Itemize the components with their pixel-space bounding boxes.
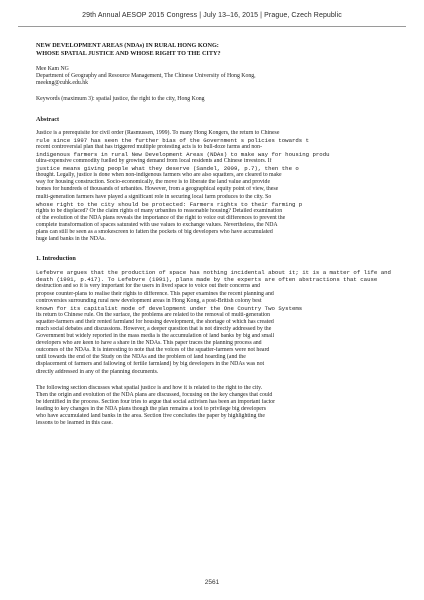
abstract-line: whose right to the city should be protected: Farmers rights to their farming p <box>36 200 303 208</box>
abstract-line: multi-generation farmers have played a significant role in securing local farm produces to the city. So <box>36 193 272 200</box>
introduction-p1-line: its return to Chinese rule. On the surface, the problems are related to the removal of multi-generation <box>36 311 271 318</box>
introduction-paragraph-2 <box>36 385 406 428</box>
introduction-p2-line: be identified in the process. Section four tries to argue that social activism has been an important factor <box>36 398 276 405</box>
introduction-p1-line: known for its capitalist mode of development under the One Country Two Systems <box>36 304 303 312</box>
abstract-line: thought. Legally, justice is done when non-indigenous farmers who are also squatters, are cleared to make <box>36 172 282 179</box>
introduction-p2-line: The following section discusses what spatial justice is and how it is related to the right to the city. <box>36 384 263 391</box>
author-affiliation: Department of Geography and Resource Management, The Chinese University of Hong Kong, <box>36 73 256 80</box>
conference-header: 29th Annual AESOP 2015 Congress | July 13–16, 2015 | Prague, Czech Republic <box>82 12 342 19</box>
abstract-line: homes for hundreds of thousands of urbanites. However, from a geographical equity point of view, these <box>36 186 279 193</box>
introduction-p1-line: Lefebvre argues that the production of space has nothing incidental about it; it is a matter of life and <box>36 269 391 277</box>
introduction-p2-line: leading to key changes in the NDA plans though the plan remains a tool to privilege big developers <box>36 405 267 412</box>
introduction-heading: 1. Introduction <box>36 255 76 263</box>
introduction-paragraph-1 <box>36 269 406 375</box>
abstract-line: justice means giving people what they deserve (Sandel, 2009, p.7), then the o <box>36 165 299 173</box>
abstract-line: way for housing construction. Socio-economically, the move is to liberate the land value and provide <box>36 179 271 186</box>
abstract-line: huge land banks in the NDAs. <box>36 236 106 243</box>
introduction-p2-line: lessons to be learned in this case. <box>36 420 113 427</box>
abstract-line: plans can still be seen as a smokescreen to fatten the pockets of big developers who have accumulated <box>36 228 273 235</box>
introduction-p1-line: directly addressed in any of the planning documents. <box>36 368 159 375</box>
author-block <box>36 66 406 87</box>
introduction-p1-line: Government but widely reported in the mass media is the accumulation of land banks by big and small <box>36 333 275 340</box>
introduction-p1-line: death (1991, p.417). To Lefebvre (1991), plans made by the experts are often abstractions that cause <box>36 276 378 284</box>
introduction-p1-line: until towards the end of the Study on the NDAs and the problem of land hoarding (and the <box>36 354 246 361</box>
paper-title <box>36 42 406 57</box>
abstract-line: recent controversial plan that has triggered multiple protesting acts is to bull-doze farms and non- <box>36 143 263 150</box>
author-email: meekng@cuhk.edu.hk <box>36 80 89 87</box>
introduction-p2-line: Then the origin and evolution of the NDA plans are discussed, focusing on the key changes that could <box>36 391 273 398</box>
abstract-heading: Abstract <box>36 115 60 123</box>
abstract-line: rule since 1997 has seen the further bias of the Government s policies towards t <box>36 136 310 144</box>
keywords-text: Keywords (maximum 3): spatial justice, the right to the city, Hong Kong <box>36 96 205 103</box>
author-name: Mee Kam NG <box>36 66 69 73</box>
keywords <box>36 96 406 103</box>
abstract-line: complete transformation of spaces saturated with use values to exchange values. Nevertheless, the NDA <box>36 221 278 228</box>
introduction-p1-line: displacement of farmers and fallowing of fertile farmland) by big developers in the NDAs was not <box>36 361 265 368</box>
introduction-p1-line: destruction and so it is very important for the users in lived space to voice out their concerns and <box>36 283 261 290</box>
title-line-2: WHOSE SPATIAL JUSTICE AND WHOSE RIGHT TO THE CITY? <box>36 49 221 57</box>
abstract-line: Justice is a prerequisite for civil order (Rasmussen, 1999). To many Hong Kongers, the return to Chinese <box>36 129 280 136</box>
introduction-p2-line: who have accumulated land banks in the area. Section five concludes the paper by highlighting the <box>36 413 265 420</box>
introduction-p1-line: controversies surrounding rural new development areas in Hong Kong, a post-British colony best <box>36 297 262 304</box>
page-number: 2561 <box>204 579 220 586</box>
introduction-p1-line: outcomes of the NDAs. It is interesting to note that the voices of the squatter-farmers were not heard <box>36 347 270 354</box>
abstract-text <box>36 130 406 244</box>
abstract-line: indigenous farmers in rural New Development Areas (NDAs) to make way for housing produ <box>36 150 330 158</box>
abstract-line: of the evolution of the NDA plans reveals the importance of the right to voice out differences to prevent the <box>36 214 286 221</box>
header-rule <box>18 26 406 27</box>
title-line-1: NEW DEVELOPMENT AREAS (NDAs) IN RURAL HONG KONG: <box>36 42 219 49</box>
paper-body <box>36 42 406 427</box>
introduction-p1-line: propose counter-plans to realise their rights to difference. This paper examines the recent planning and <box>36 290 274 297</box>
introduction-p1-line: squatter-farmers and their rented farmland for housing development, the shortage of which has created <box>36 318 274 325</box>
introduction-p1-line: much social debates and discussions. However, a deeper question that is not directly addressed by the <box>36 326 272 332</box>
abstract-line: ultra-expensive commodity fuelled by growing demand from local residents and Chinese investors. If <box>36 158 272 165</box>
introduction-p1-line: developers who are keen to have a share in the NDAs. This paper traces the planning process and <box>36 340 262 347</box>
abstract-line: rights to be displaced? Or the claim rights of many urbanites to reasonable housing? Detailed examination <box>36 207 283 214</box>
